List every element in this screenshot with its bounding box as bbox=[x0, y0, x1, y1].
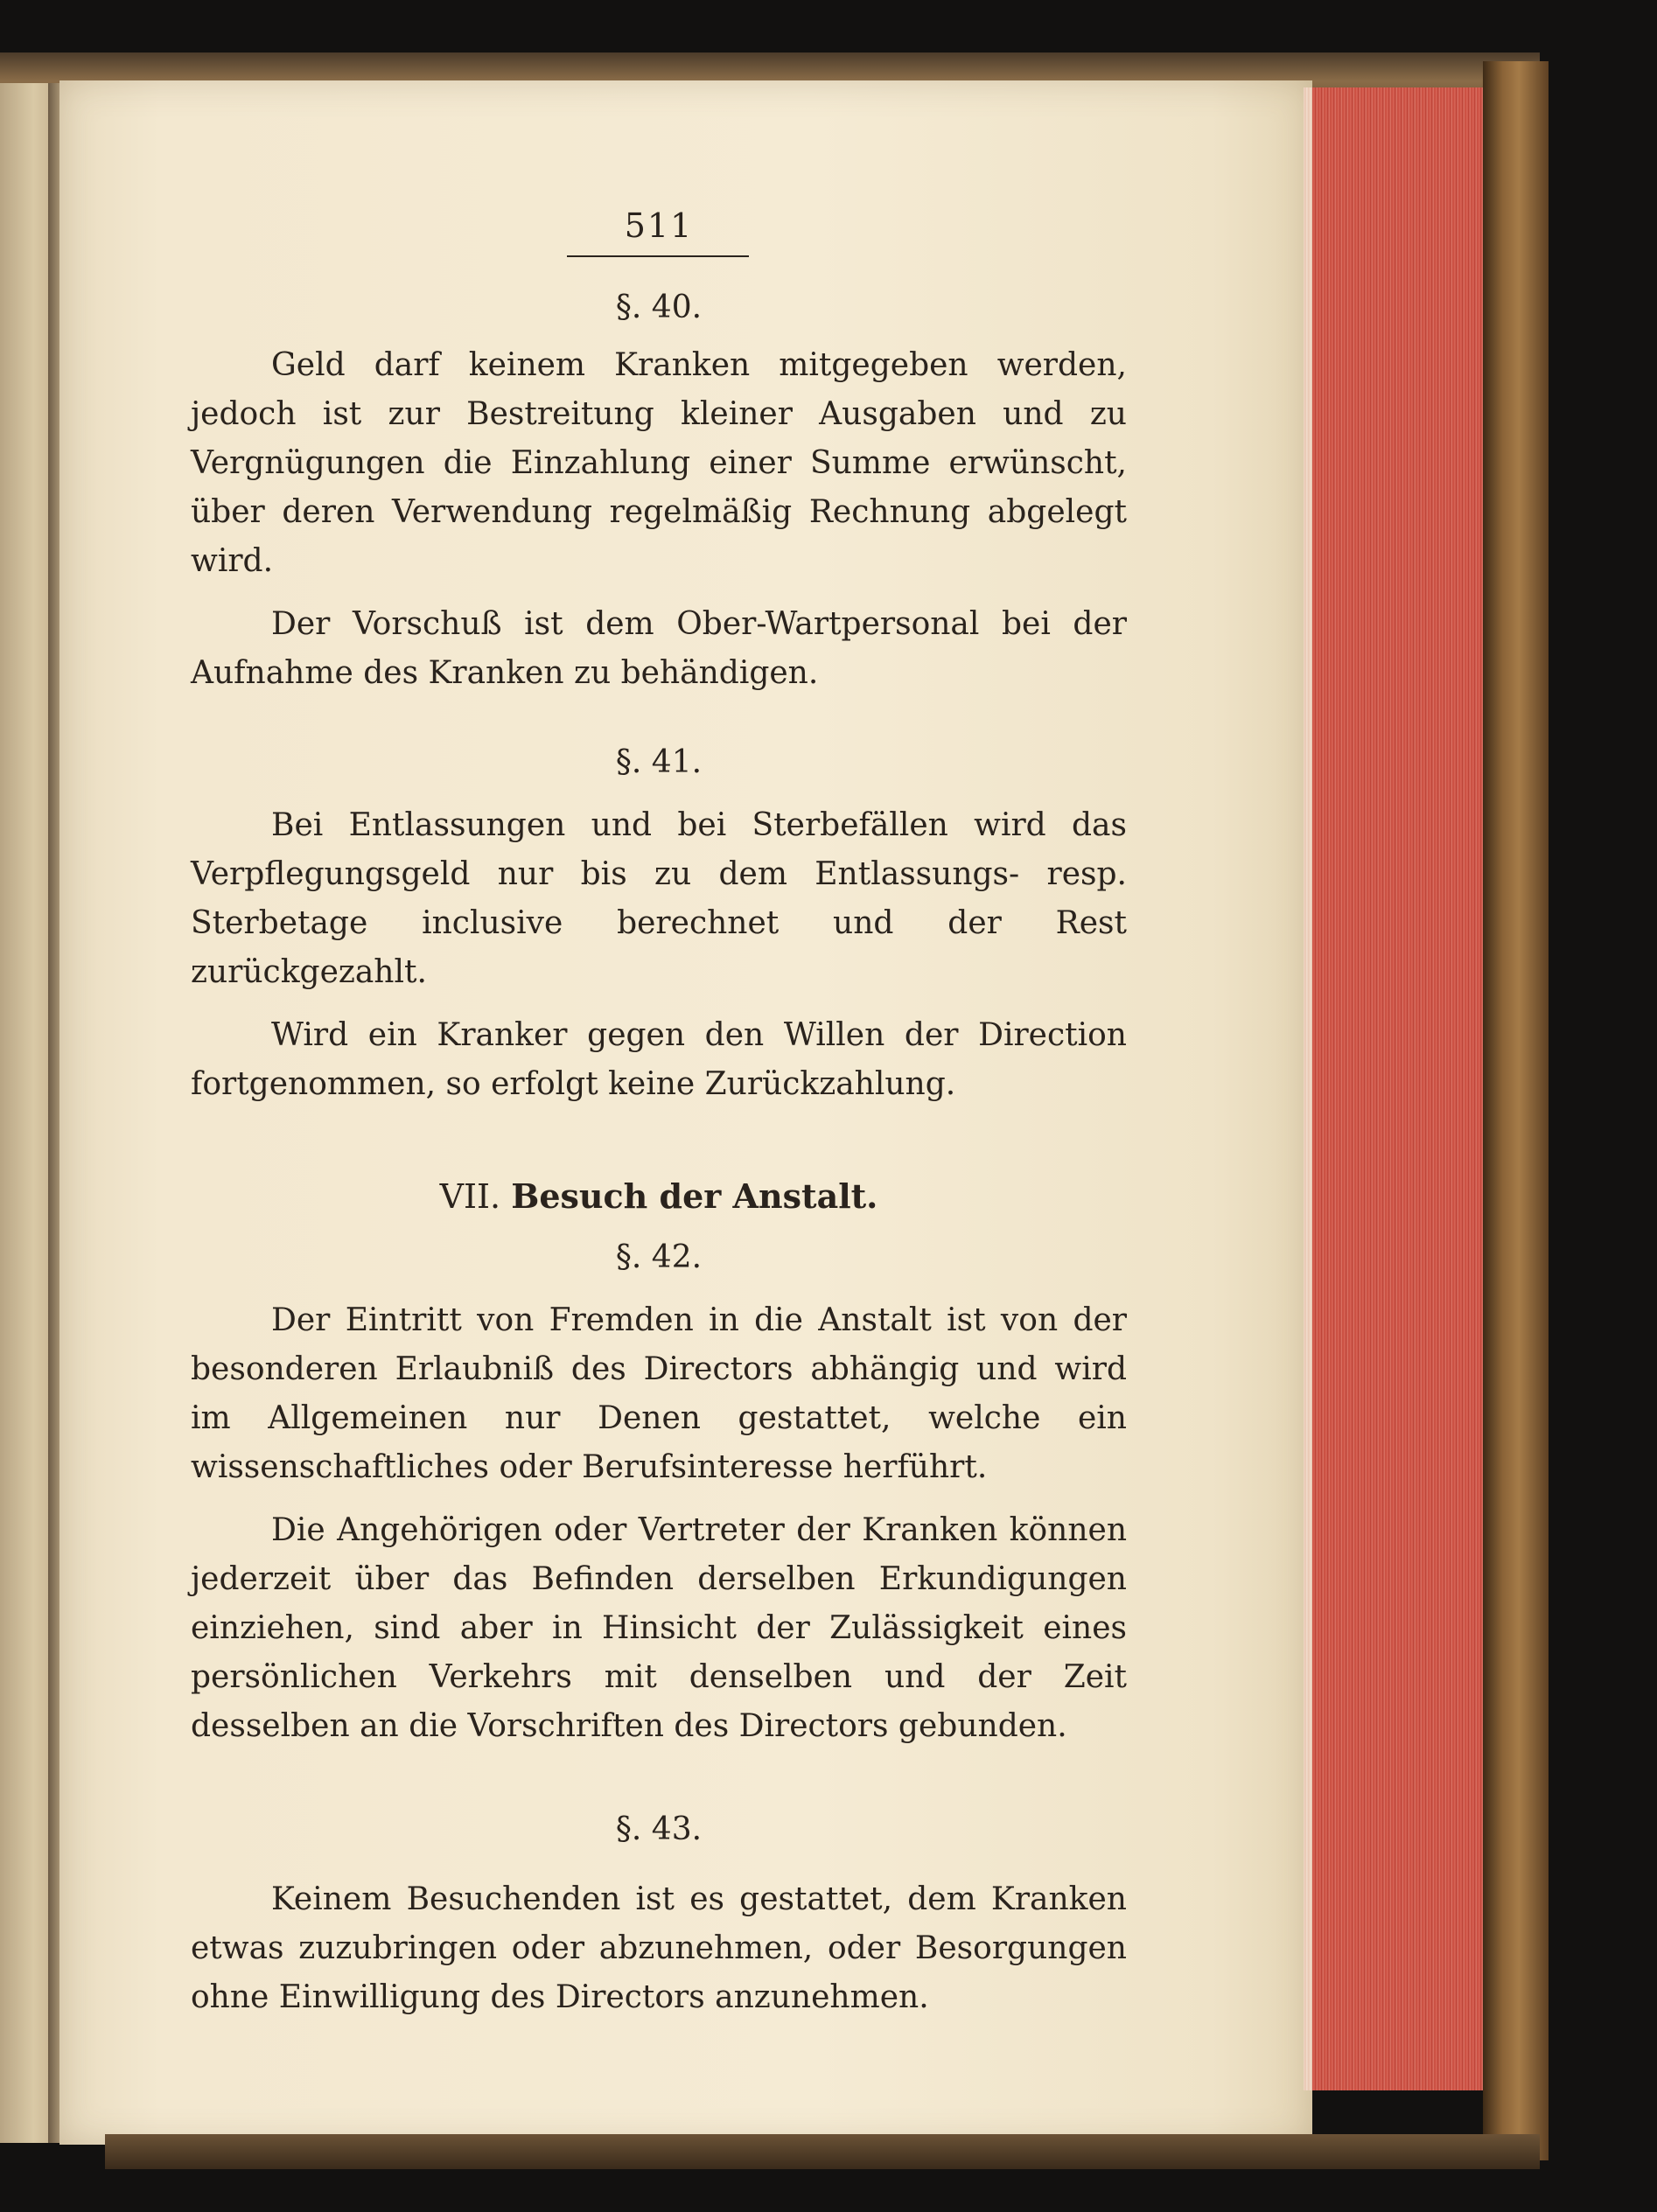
section-heading-41: §. 41. bbox=[615, 744, 703, 780]
paragraph: Der Vorschuß ist dem Ober-Wartpersonal bei der Aufnahme des Kranken zu behändigen. bbox=[191, 606, 1127, 691]
paragraph: Bei Entlassungen und bei Sterbefällen wird das Verpflegungsgeld nur bis zu dem Entlassungs- resp. Sterbetage inclusive berechnet und der Rest zurückgezahlt. bbox=[191, 807, 1127, 990]
paragraph: Der Eintritt von Fremden in die Anstalt ist von der besonderen Erlaubniß des Directors abhängig und wird im Allgemeinen nur Denen gestattet, welche ein wissenschaftliches oder Berufsinteresse herführt. bbox=[191, 1302, 1127, 1485]
page-text-block bbox=[191, 201, 1127, 2022]
paragraph: Keinem Besuchenden ist es gestattet, dem Kranken etwas zuzubringen oder abzunehmen, oder Besorgungen ohne Einwilligung des Directors anzunehmen. bbox=[191, 1881, 1127, 2015]
facing-page-edge bbox=[0, 83, 48, 2143]
paragraph: Die Angehörigen oder Vertreter der Kranken können jederzeit über das Befinden derselben Erkundigungen einziehen, sind aber in Hinsicht der Zulässigkeit eines persönlichen Verkehrs mit denselben und der Zeit desselben an die Vorschriften des Directors gebunden. bbox=[191, 1512, 1127, 1744]
paragraph: Wird ein Kranker gegen den Willen der Direction fortgenommen, so erfolgt keine Zurückzahlung. bbox=[191, 1017, 1127, 1102]
book-cover-bottom bbox=[105, 2134, 1540, 2169]
chapter-title: Besuch der Anstalt. bbox=[511, 1176, 878, 1216]
book-gutter bbox=[48, 83, 60, 2143]
section-heading-40: §. 40. bbox=[615, 290, 703, 325]
section-heading-43: §. 43. bbox=[615, 1811, 703, 1847]
red-page-edges bbox=[1312, 87, 1487, 2090]
section-heading-42: §. 42. bbox=[615, 1239, 703, 1275]
paragraph: Geld darf keinem Kranken mitgegeben werden, jedoch ist zur Bestreitung kleiner Ausgaben und zu Vergnügungen die Einzahlung einer Summe erwünscht, über deren Verwendung regelmäßig Rechnung abgelegt wird. bbox=[191, 347, 1127, 579]
chapter-number: VII. bbox=[439, 1177, 501, 1216]
chapter-heading bbox=[191, 1172, 1127, 1221]
page-number: 511 bbox=[624, 206, 694, 245]
book-cover-right bbox=[1483, 61, 1549, 2160]
